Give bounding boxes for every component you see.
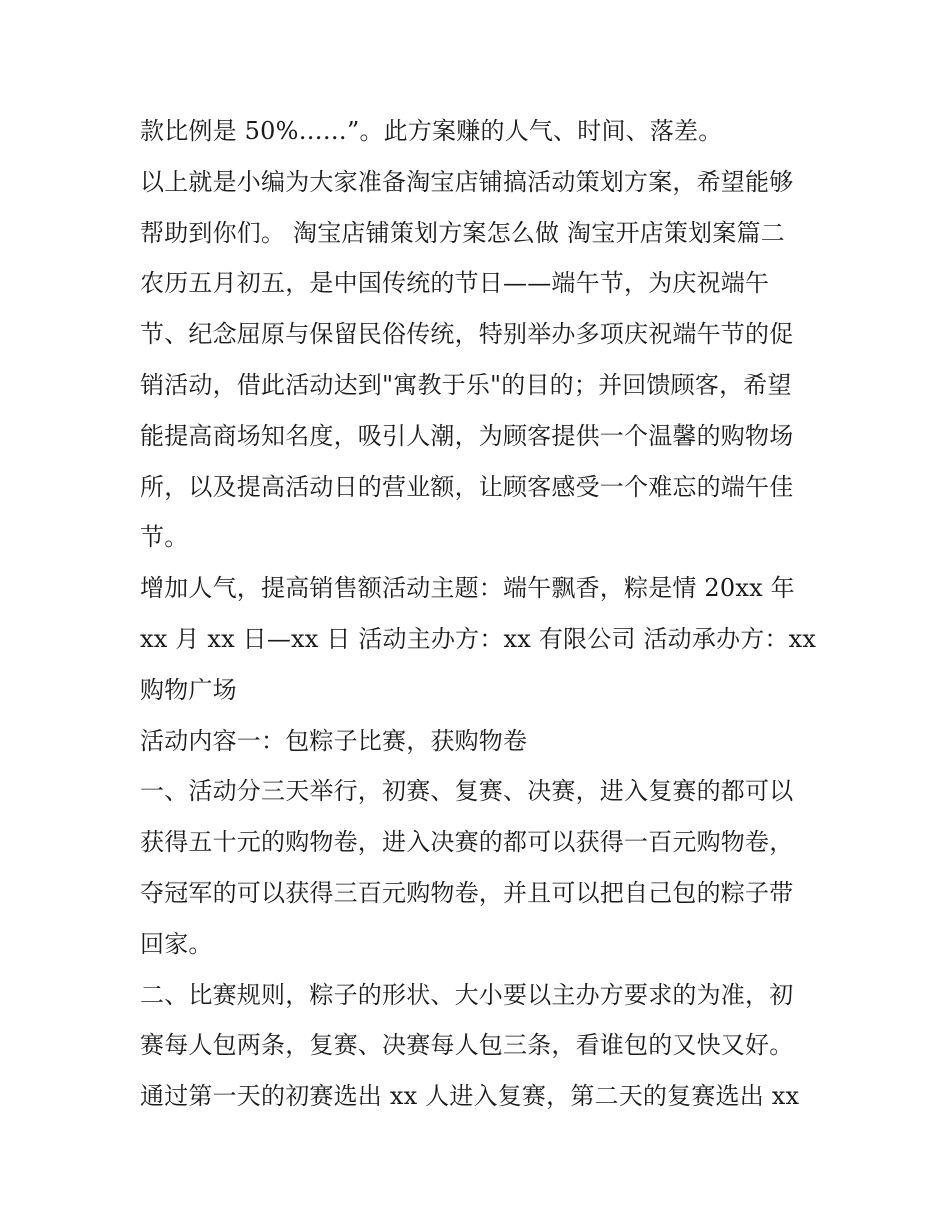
text-line: 所，以及提高活动日的营业额，让顾客感受一个难忘的端午佳 <box>140 472 794 501</box>
text-line: 一、活动分三天举行，初赛、复赛、决赛，进入复赛的都可以 <box>140 777 794 806</box>
text-line: 农历五月初五，是中国传统的节日——端午节，为庆祝端午 <box>140 269 770 298</box>
text-line: 二、比赛规则，粽子的形状、大小要以主办方要求的为准，初 <box>140 980 794 1009</box>
text-line: xx 月 xx 日—xx 日 活动主办方：xx 有限公司 活动承办方：xx <box>140 624 817 653</box>
text-line: 销活动，借此活动达到"寓教于乐"的目的；并回馈顾客，希望 <box>140 370 792 399</box>
text-line: 夺冠军的可以获得三百元购物卷，并且可以把自己包的粽子带 <box>140 878 794 907</box>
text-line: 增加人气，提高销售额活动主题：端午飘香，粽是情 20xx 年 <box>140 574 795 603</box>
text-line: 回家。 <box>140 929 213 958</box>
text-line: 节、纪念屈原与保留民俗传统，特别举办多项庆祝端午节的促 <box>140 320 794 349</box>
text-line: 赛每人包两条，复赛、决赛每人包三条，看谁包的又快又好。 <box>140 1031 794 1060</box>
text-line: 能提高商场知名度，吸引人潮，为顾客提供一个温馨的购物场 <box>140 421 794 450</box>
text-line: 款比例是 50%……”。此方案赚的人气、时间、落差。 <box>140 117 723 145</box>
text-line: 通过第一天的初赛选出 xx 人进入复赛，第二天的复赛选出 xx <box>140 1082 800 1111</box>
text-line: 以上就是小编为大家准备淘宝店铺搞活动策划方案，希望能够 <box>140 167 794 196</box>
text-line: 获得五十元的购物卷，进入决赛的都可以获得一百元购物卷， <box>140 828 794 857</box>
text-line: 节。 <box>140 523 189 552</box>
text-line: 购物广场 <box>140 675 237 704</box>
text-line: 帮助到你们。 淘宝店铺策划方案怎么做 淘宝开店策划案篇二 <box>140 218 785 247</box>
document-body <box>140 108 820 1124</box>
section-heading: 活动内容一：包粽子比赛，获购物卷 <box>140 726 528 755</box>
